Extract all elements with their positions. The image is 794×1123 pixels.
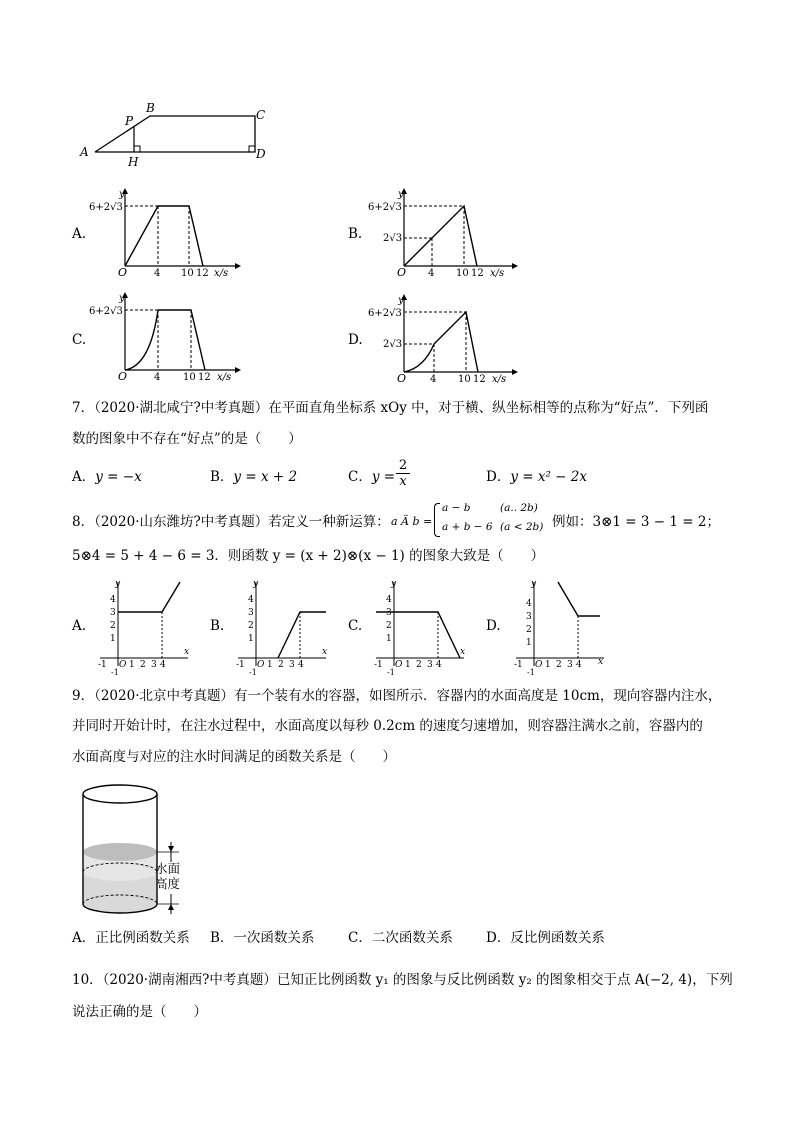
q6a-origin: O	[118, 266, 128, 279]
q8-case2-cond: (a < 2b)	[500, 521, 544, 533]
q8b-y1: 1	[248, 634, 254, 644]
q8c-y3: 3	[386, 608, 392, 618]
q6-graph-c[interactable]	[89, 292, 245, 383]
q8-example: 例如：3⊗1 = 3 − 1 = 2；	[552, 514, 720, 530]
q6c-yaxis: y	[119, 293, 125, 304]
q6c-x12: 12	[198, 372, 211, 383]
q8d-ym1: -1	[527, 668, 535, 677]
q8d-yaxis: y	[531, 579, 537, 589]
label-P: P	[125, 114, 134, 128]
q8c-yaxis: y	[391, 579, 397, 589]
q6-option-b-letter[interactable]: B.	[348, 226, 363, 242]
q10-stem-line2: 说法正确的是（ ）	[72, 1004, 207, 1020]
q8-case1: a − b	[442, 502, 471, 514]
q6c-xaxis: x/s	[217, 372, 232, 383]
q9a-text: 正比例函数关系	[95, 930, 190, 946]
q8c-xo: O	[395, 660, 403, 670]
q6d-x4: 4	[430, 374, 437, 385]
figure-trapezoid	[80, 100, 280, 170]
q8b-ym1: -1	[249, 668, 257, 677]
q8-op-lhs: a Ä b =	[391, 515, 433, 528]
q9c-letter: C．	[348, 930, 372, 946]
q8c-x2: 2	[416, 660, 422, 670]
q7d-letter: D．	[486, 469, 511, 485]
q8b-x1: 1	[267, 660, 273, 670]
q6d-yaxis: y	[398, 295, 404, 306]
q8a-yaxis: y	[115, 579, 121, 589]
q8c-y1: 1	[386, 634, 392, 644]
q8-option-c-letter[interactable]: C.	[348, 618, 363, 634]
q8d-x4: 4	[576, 660, 582, 670]
q7c-denominator: x	[396, 473, 410, 489]
q6a-x4: 4	[154, 268, 161, 279]
q8a-ym1: -1	[111, 668, 119, 677]
q6d-ymid: 2√3	[383, 339, 403, 350]
q6-graph-a[interactable]	[89, 188, 245, 279]
q8c-y2: 2	[386, 621, 392, 631]
q8b-y2: 2	[248, 621, 254, 631]
q8b-x4: 4	[298, 660, 304, 670]
q9d-letter: D．	[486, 930, 511, 946]
q9c-text: 二次函数关系	[371, 930, 453, 946]
q6b-ytop: 6+2√3	[368, 202, 402, 213]
q7-option-a[interactable]	[72, 469, 142, 485]
q6-option-a-letter[interactable]: A.	[72, 226, 87, 242]
q8d-y2: 2	[526, 625, 532, 635]
q9a-letter: A．	[72, 930, 96, 946]
q7c-numerator: 2	[398, 458, 408, 473]
q8a-y4: 4	[110, 595, 116, 605]
q8-case2: a + b − 6	[442, 521, 493, 533]
q7c-fraction	[396, 458, 410, 489]
q8d-xo: O	[535, 660, 543, 670]
q8d-x1: 1	[545, 660, 551, 670]
q6-option-c-letter[interactable]: C.	[72, 332, 87, 348]
q6a-x10: 10	[181, 268, 194, 279]
q8b-xo: O	[257, 660, 265, 670]
q8c-x3: 3	[427, 660, 433, 670]
q7c-expr: y =	[371, 469, 396, 485]
q7b-expr: y = x + 2	[233, 469, 298, 485]
q7a-expr: y = −x	[95, 469, 142, 485]
q8d-x3: 3	[567, 660, 573, 670]
q8a-y1: 1	[110, 634, 116, 644]
q7-option-b[interactable]	[210, 469, 297, 485]
q8a-x2: 2	[140, 660, 146, 670]
label-D: D	[256, 147, 266, 161]
q9-stem-line1: 9．（2020·北京中考真题）有一个装有水的容器，如图所示．容器内的水面高度是 10cm，现向容器内注水，	[72, 688, 722, 704]
q6a-ytop: 6+2√3	[89, 202, 123, 213]
q8-brace	[434, 503, 440, 537]
q7d-expr: y = x² − 2x	[510, 469, 587, 485]
q6c-x4: 4	[154, 372, 161, 383]
q6a-yaxis: y	[119, 189, 125, 200]
q8b-xaxis: x	[322, 647, 328, 657]
q8a-y3: 3	[110, 608, 116, 618]
q9b-letter: B．	[210, 930, 234, 946]
label-C: C	[256, 108, 266, 122]
q8-graph-a[interactable]	[96, 579, 196, 677]
q8a-x3: 3	[151, 660, 157, 670]
q6b-x12: 12	[471, 268, 484, 279]
q10-stem-line1: 10．（2020·湖南湘西?中考真题）已知正比例函数 y₁ 的图象与反比例函数 y₂ 的图象相交于点 A(−2, 4)，下列	[72, 972, 733, 988]
q8c-xm1: -1	[374, 660, 383, 670]
q8-graph-c[interactable]	[372, 579, 472, 677]
q6d-origin: O	[397, 372, 407, 385]
q6c-origin: O	[118, 370, 128, 383]
q8a-y2: 2	[110, 621, 116, 631]
q6d-xaxis: x/s	[492, 374, 507, 385]
q7-stem-line2: 数的图象中不存在“好点”的是（ ）	[72, 431, 302, 447]
q7-option-c[interactable]	[348, 469, 395, 485]
q7-stem-line1: 7．（2020·湖北咸宁?中考真题）在平面直角坐标系 xOy 中，对于横、纵坐标相等的点称为“好点”．下列函	[72, 400, 709, 416]
q6-graph-d[interactable]	[368, 294, 522, 385]
q6b-yaxis: y	[398, 189, 404, 200]
q6d-x10: 10	[458, 374, 471, 385]
q6b-origin: O	[397, 266, 407, 279]
q9-stem-line3: 水面高度与对应的注水时间满足的函数关系是（ ）	[72, 749, 396, 765]
q9-container-figure	[75, 780, 225, 920]
q8d-xm1: -1	[514, 660, 523, 670]
q9d-text: 反比例函数关系	[510, 930, 605, 946]
label-A: A	[80, 145, 89, 159]
q8-option-d-letter[interactable]: D.	[486, 618, 501, 634]
q9-option-c[interactable]	[348, 930, 453, 946]
label-H: H	[128, 155, 139, 169]
q8-option-a-letter[interactable]: A.	[72, 618, 87, 634]
q6b-x10: 10	[456, 268, 469, 279]
label-B: B	[146, 101, 155, 115]
q8b-y4: 4	[248, 595, 254, 605]
q8b-xm1: -1	[236, 660, 245, 670]
q9-label-line1: 水面	[155, 861, 181, 876]
q8a-x1: 1	[129, 660, 135, 670]
q9-stem-line2: 并同时开始计时，在注水过程中，水面高度以每秒 0.2cm 的速度匀速增加，则容器注满水之前，容器内的	[72, 718, 703, 734]
q9-option-d[interactable]	[486, 930, 605, 946]
q8b-x3: 3	[289, 660, 295, 670]
q8a-xo: O	[119, 660, 127, 670]
q8b-x2: 2	[278, 660, 284, 670]
q7-option-d[interactable]	[486, 469, 587, 485]
q6a-xaxis: x/s	[214, 268, 229, 279]
q7a-letter: A．	[72, 469, 96, 485]
q9-option-a[interactable]	[72, 930, 190, 946]
q8c-x1: 1	[405, 660, 411, 670]
q8-stem-line2: 5⊗4 = 5 + 4 − 6 = 3．则函数 y = (x + 2)⊗(x − 1) 的图象大致是（ ）	[72, 548, 545, 564]
q8d-y1: 1	[526, 638, 532, 648]
q8-option-b-letter[interactable]: B.	[210, 618, 225, 634]
q7b-letter: B．	[210, 469, 234, 485]
q8c-x4: 4	[436, 660, 442, 670]
q8a-xm1: -1	[98, 660, 107, 670]
q6b-xaxis: x/s	[490, 268, 505, 279]
q8d-xaxis: x	[598, 657, 604, 667]
q8d-y4: 4	[526, 599, 532, 609]
q6a-x12: 12	[196, 268, 209, 279]
q8a-xaxis: x	[184, 647, 190, 657]
q9-figure-label	[155, 861, 180, 891]
q7c-letter: C．	[348, 469, 372, 485]
q8d-x2: 2	[556, 660, 562, 670]
q6c-ytop: 6+2√3	[89, 306, 123, 317]
q8-case1-cond: (a.. 2b)	[500, 502, 538, 514]
q8-graph-d[interactable]	[512, 579, 612, 677]
q8b-yaxis: y	[253, 579, 259, 589]
q8b-y3: 3	[248, 608, 254, 618]
q6d-ytop: 6+2√3	[368, 308, 402, 319]
q8d-y3: 3	[526, 612, 532, 622]
q8c-ym1: -1	[387, 668, 395, 677]
q6c-x10: 10	[183, 372, 196, 383]
q6-option-d-letter[interactable]: D.	[348, 332, 363, 348]
q9b-text: 一次函数关系	[233, 930, 315, 946]
q9-label-line2: 高度	[155, 876, 181, 891]
q9-option-b[interactable]	[210, 930, 314, 946]
q8c-y4: 4	[386, 595, 392, 605]
q8-graph-b[interactable]	[234, 579, 334, 677]
q6d-x12: 12	[473, 374, 486, 385]
q6b-x4: 4	[428, 268, 435, 279]
q6-graph-b[interactable]	[368, 188, 522, 279]
q8c-xaxis: x	[460, 647, 466, 657]
q8a-x4: 4	[160, 660, 166, 670]
q8-stem-line1: 8．（2020·山东潍坊?中考真题）若定义一种新运算：	[72, 514, 390, 530]
q6b-ymid: 2√3	[383, 233, 403, 244]
